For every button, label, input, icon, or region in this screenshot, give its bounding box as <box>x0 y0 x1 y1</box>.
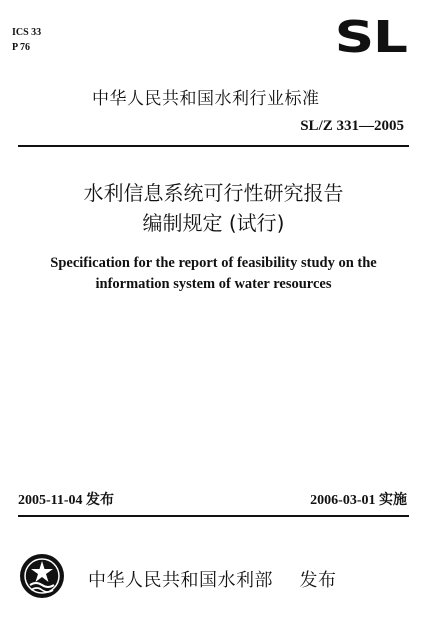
top-divider <box>18 145 409 147</box>
bottom-divider <box>18 515 409 517</box>
title-en-line-1: Specification for the report of feasibility study on the <box>50 255 377 271</box>
ministry-seal-icon <box>18 552 66 600</box>
title-zh-line-1: 水利信息系统可行性研究报告 <box>83 181 344 205</box>
standard-number: SL/Z 331—2005 <box>300 118 404 134</box>
title-en-line-2: information system of water resources <box>95 276 332 292</box>
issuer-name: 中华人民共和国水利部 <box>88 570 273 591</box>
standard-category: 中华人民共和国水利行业标准 <box>92 89 320 109</box>
issuer-line <box>88 566 336 592</box>
ics-code: ICS 33 <box>12 27 42 38</box>
title-zh-line-2: 编制规定 (试行) <box>142 211 285 235</box>
sl-logo: SL <box>334 12 407 63</box>
issue-date: 2005-11-04 发布 <box>18 493 115 508</box>
issuer-action: 发布 <box>299 570 337 591</box>
ccs-code: P 76 <box>12 42 31 53</box>
implementation-date: 2006-03-01 实施 <box>310 493 407 508</box>
